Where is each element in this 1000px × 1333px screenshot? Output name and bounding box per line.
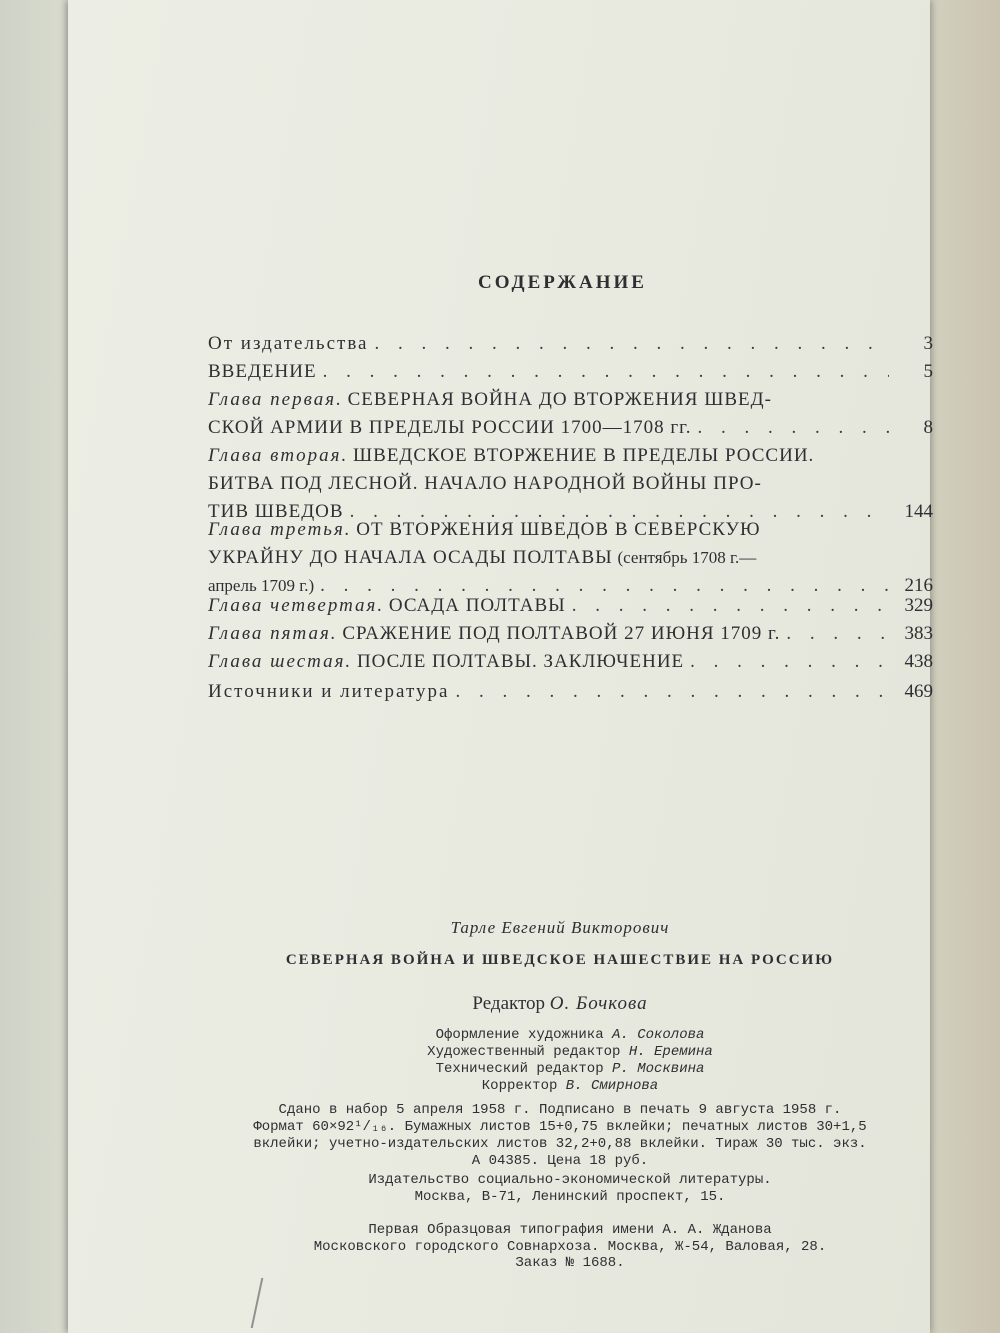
toc-chapter-label: Глава четвертая.	[208, 595, 385, 616]
toc-entry-title: ОТ ВТОРЖЕНИЯ ШВЕДОВ В СЕВЕРСКУЮ	[356, 519, 761, 540]
toc-entry-title: ПОСЛЕ ПОЛТАВЫ. ЗАКЛЮЧЕНИЕ	[356, 651, 685, 672]
toc-leader-dots	[323, 358, 889, 386]
toc-leader-dots	[698, 414, 889, 442]
order-number: Заказ № 1688.	[515, 1255, 625, 1271]
toc-entry-title: От издательства	[208, 333, 369, 354]
toc-entry-page: 329	[904, 595, 933, 616]
toc-entry-page: 8	[923, 417, 933, 438]
spec-line: вклейки; учетно-издательских листов 32,2+0,88 вклейки. Тираж 30 тыс. экз.	[253, 1136, 867, 1152]
credit-line	[240, 1044, 900, 1061]
toc-leader-dots	[456, 678, 890, 706]
credit-name: Н. Еремина	[628, 1044, 713, 1060]
toc-entry-title: Источники и литература	[208, 681, 450, 702]
printer-line: Первая Образцовая типография имени А. А. Жданова	[368, 1222, 772, 1238]
credit-role: Корректор	[481, 1078, 558, 1094]
credit-line	[240, 1061, 900, 1078]
toc-entry-chapter-1	[208, 386, 933, 442]
spec-line: А 04385. Цена 18 руб.	[471, 1153, 649, 1169]
toc-chapter-label: Глава третья.	[208, 519, 352, 540]
toc-heading: СОДЕРЖАНИЕ	[478, 272, 647, 293]
toc-entry-chapter-3	[208, 516, 933, 600]
toc-leader-dots	[690, 648, 889, 676]
publisher-info	[240, 1172, 900, 1206]
toc-entry-publisher-note	[208, 330, 933, 358]
toc-entry-dates: (сентябрь 1708 г.—	[617, 548, 757, 567]
toc-entry-page: 144	[904, 501, 933, 522]
printer-line: Московского городского Совнархоза. Москва, Ж-54, Валовая, 28.	[313, 1239, 827, 1255]
editor-label: Редактор	[472, 993, 546, 1014]
credit-line	[240, 1078, 900, 1095]
toc-entry-title: СЕВЕРНАЯ ВОЙНА ДО ВТОРЖЕНИЯ ШВЕД-	[347, 389, 772, 410]
toc-entry-title: ОСАДА ПОЛТАВЫ	[388, 595, 566, 616]
book-title: СЕВЕРНАЯ ВОЙНА И ШВЕДСКОЕ НАШЕСТВИЕ НА РОССИЮ	[285, 952, 835, 968]
toc-entry-dates-cont: апрель 1709 г.)	[208, 576, 315, 595]
toc-entry-page: 383	[904, 623, 933, 644]
publisher-line: Москва, В-71, Ленинский проспект, 15.	[414, 1189, 726, 1205]
toc-leader-dots	[786, 620, 889, 648]
toc-entry-title: ВВЕДЕНИЕ	[208, 361, 317, 382]
credit-role: Технический редактор	[435, 1061, 604, 1077]
credit-name: Р. Москвина	[612, 1061, 705, 1077]
credit-line	[240, 1027, 900, 1044]
toc-entry-chapter-4	[208, 592, 933, 620]
credit-role: Художественный редактор	[427, 1044, 621, 1060]
credit-name: А. Соколова	[612, 1027, 705, 1043]
toc-entry-introduction	[208, 358, 933, 386]
credits-block	[240, 1027, 900, 1095]
credit-role: Оформление художника	[435, 1027, 604, 1043]
credit-name: В. Смирнова	[565, 1078, 659, 1094]
toc-entry-page: 469	[904, 681, 933, 702]
toc-entry-page: 5	[923, 361, 933, 382]
toc-chapter-label: Глава вторая.	[208, 445, 349, 466]
toc-entry-sources	[208, 678, 933, 706]
toc-entry-chapter-5	[208, 620, 933, 648]
toc-entry-chapter-6	[208, 648, 933, 676]
spec-line: Сдано в набор 5 апреля 1958 г. Подписано в печать 9 августа 1958 г.	[278, 1102, 842, 1118]
toc-leader-dots	[572, 592, 889, 620]
toc-entry-title: СРАЖЕНИЕ ПОД ПОЛТАВОЙ 27 ИЮНЯ 1709 г.	[342, 623, 781, 644]
toc-chapter-label: Глава первая.	[208, 389, 343, 410]
toc-entry-title-cont: БИТВА ПОД ЛЕСНОЙ. НАЧАЛО НАРОДНОЙ ВОЙНЫ ПРО-	[208, 473, 762, 494]
toc-entry-page: 438	[904, 651, 933, 672]
toc-chapter-label: Глава пятая.	[208, 623, 338, 644]
toc-entry-page: 3	[923, 333, 933, 354]
toc-entry-title-cont: УКРАЙНУ ДО НАЧАЛА ОСАДЫ ПОЛТАВЫ	[208, 547, 613, 568]
book-author: Тарле Евгений Викторович	[450, 918, 670, 937]
toc-entry-chapter-2	[208, 442, 933, 526]
toc-entry-page: 216	[904, 575, 933, 596]
editor-name: О. Бочкова	[549, 993, 648, 1014]
printer-info	[240, 1222, 900, 1256]
toc-entry-title-cont: ТИВ ШВЕДОВ	[208, 501, 344, 522]
toc-leader-dots	[375, 330, 890, 358]
toc-chapter-label: Глава шестая.	[208, 651, 353, 672]
spec-line: Формат 60×92¹/₁₆. Бумажных листов 15+0,75 вклейки; печатных листов 30+1,5	[253, 1119, 867, 1135]
editor-line	[240, 993, 880, 1015]
toc-entry-title-cont: СКОЙ АРМИИ В ПРЕДЕЛЫ РОССИИ 1700—1708 гг.	[208, 417, 692, 438]
toc-entry-title: ШВЕДСКОЕ ВТОРЖЕНИЕ В ПРЕДЕЛЫ РОССИИ.	[352, 445, 815, 466]
publisher-line: Издательство социально-экономической литературы.	[368, 1172, 772, 1188]
print-specs	[190, 1102, 930, 1170]
